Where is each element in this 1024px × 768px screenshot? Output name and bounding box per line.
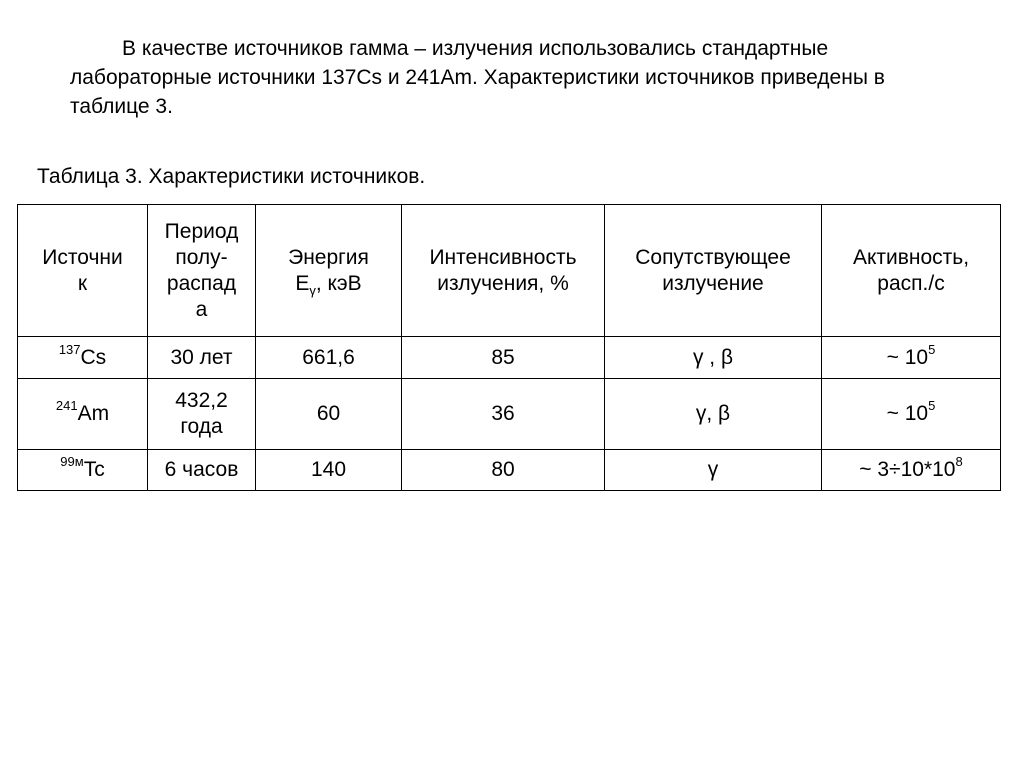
halflife-line2: года xyxy=(180,415,223,438)
cell-isotope xyxy=(18,337,148,379)
cell-intensity: 36 xyxy=(402,379,605,450)
cell-intensity: 85 xyxy=(402,337,605,379)
header-halflife-line2: полу- xyxy=(175,245,228,269)
header-intensity-line2: излучения, % xyxy=(437,271,569,295)
sources-table xyxy=(17,204,1001,491)
cell-energy: 140 xyxy=(256,450,402,491)
header-halflife-line1: Период xyxy=(164,219,239,243)
isotope-mass: 137 xyxy=(58,341,81,357)
cell-isotope xyxy=(18,450,148,491)
header-intensity xyxy=(402,205,605,337)
header-intensity-line1: Интенсивность xyxy=(429,245,577,269)
cell-activity xyxy=(822,379,1001,450)
cell-halflife: 30 лет xyxy=(148,337,256,379)
isotope-symbol: Tc xyxy=(83,458,105,481)
activity-exp: 5 xyxy=(928,341,936,357)
activity-exp: 5 xyxy=(928,398,936,413)
header-accompany xyxy=(605,205,822,337)
header-source xyxy=(18,205,148,337)
halflife-line1: 432,2 xyxy=(175,389,228,412)
header-accompany-line2: излучение xyxy=(662,271,764,295)
header-source-line2: к xyxy=(77,271,88,295)
cell-intensity: 80 xyxy=(402,450,605,491)
activity-base: ~ 3÷10*10 xyxy=(859,458,956,481)
header-energy-sub: γ xyxy=(309,282,316,298)
cell-accompany: γ xyxy=(605,450,822,491)
activity-base: ~ 10 xyxy=(886,402,929,425)
cell-activity xyxy=(822,337,1001,379)
table-caption: Таблица 3. Характеристики источников. xyxy=(37,165,426,188)
isotope-symbol: Cs xyxy=(80,345,107,369)
header-source-line1: Источни xyxy=(42,245,123,269)
isotope-symbol: Am xyxy=(77,402,110,425)
header-energy-line1: Энергия xyxy=(288,245,369,269)
header-energy-unit: , кэВ xyxy=(315,271,362,295)
isotope-mass: 241 xyxy=(55,398,78,413)
table-row xyxy=(18,337,1001,379)
cell-accompany: γ, β xyxy=(605,379,822,450)
cell-halflife xyxy=(148,379,256,450)
header-activity-line1: Активность, xyxy=(852,245,970,269)
intro-paragraph xyxy=(70,34,970,121)
table-row xyxy=(18,450,1001,491)
cell-energy: 661,6 xyxy=(256,337,402,379)
table-header-row xyxy=(18,205,1001,337)
header-energy-symbol: E xyxy=(295,271,310,295)
cell-activity xyxy=(822,450,1001,491)
header-halflife-line3: распад xyxy=(166,271,237,295)
header-halflife xyxy=(148,205,256,337)
header-activity xyxy=(822,205,1001,337)
cell-isotope xyxy=(18,379,148,450)
header-energy xyxy=(256,205,402,337)
isotope-mass: 99м xyxy=(60,454,84,469)
header-accompany-line1: Сопутствующее xyxy=(635,245,791,269)
header-activity-line2: расп./с xyxy=(877,271,945,295)
activity-base: ~ 10 xyxy=(886,345,929,369)
table-row xyxy=(18,379,1001,450)
intro-text: В качестве источников гамма – излучения использовались стандартные лабораторные источники 137Cs и 241Am. Характеристики источников приведены в таблице 3. xyxy=(70,37,885,118)
activity-exp: 8 xyxy=(955,454,963,469)
cell-halflife: 6 часов xyxy=(148,450,256,491)
cell-energy: 60 xyxy=(256,379,402,450)
header-halflife-line4: а xyxy=(195,297,208,321)
cell-accompany: γ , β xyxy=(605,337,822,379)
